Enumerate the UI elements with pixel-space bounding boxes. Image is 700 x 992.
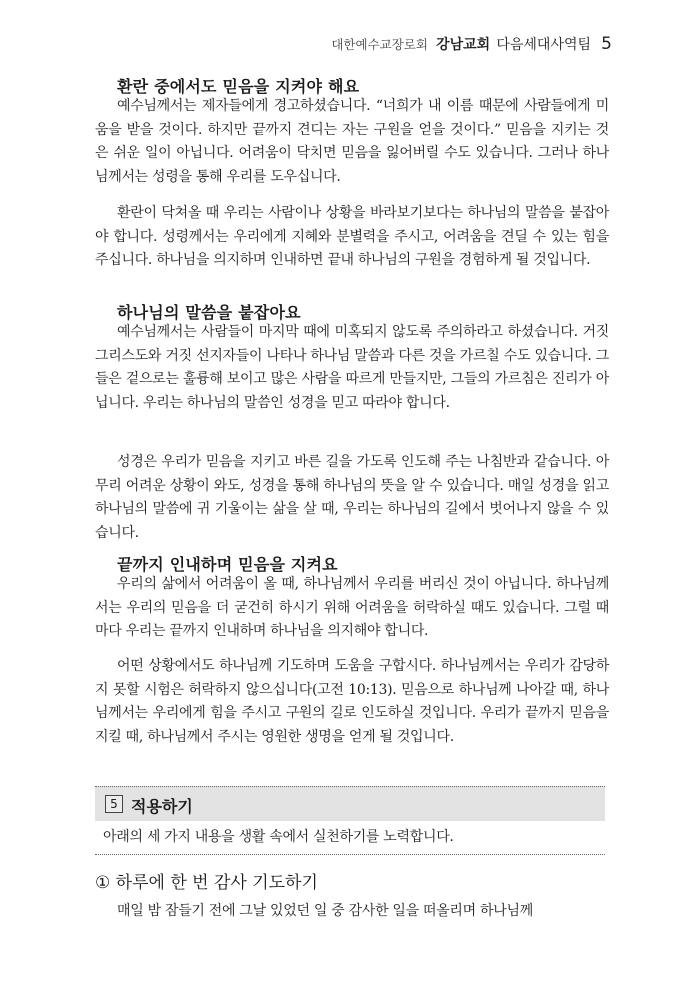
header-team: 다음세대사역팀 bbox=[496, 37, 592, 53]
page-number: 5 bbox=[601, 34, 612, 54]
apply-number-box: 5 bbox=[105, 795, 123, 813]
page-header bbox=[331, 34, 612, 54]
divider bbox=[95, 854, 605, 855]
header-org: 대한예수교장로회 bbox=[331, 37, 428, 52]
paragraph: 예수님께서는 사람들이 마지막 때에 미혹되지 않도록 주의하라고 하셨습니다. 거짓 그리스도와 거짓 선지자들이 나타나 하나님 말씀과 다른 것을 가르칠 수도 있습니다. 그들은 겉으로는 훌륭해 보이고 많은 사람을 따르게 만들지만, 그들의 가르침은 진리가 아닙니다. 우리는 하나님의 말씀인 성경을 믿고 따라야 합니다. bbox=[95, 324, 609, 411]
section-title-endure: 끝까지 인내하며 믿음을 지켜요 bbox=[117, 555, 338, 574]
paragraph: 우리의 삶에서 어려움이 올 때, 하나님께서 우리를 버리신 것이 아닙니다. 하나님께서는 우리의 믿음을 더 굳건히 하시기 위해 어려움을 허락하실 때도 있습니다. 그럴 때마다 우리는 끝까지 인내하며 하나님을 의지해야 합니다. bbox=[95, 576, 609, 639]
section-title-tribulation: 환란 중에서도 믿음을 지켜야 해요 bbox=[117, 77, 360, 96]
paragraph: 어떤 상황에서도 하나님께 기도하며 도움을 구합시다. 하나님께서는 우리가 감당하지 못할 시험은 허락하지 않으십니다(고전 10:13). 믿음으로 하나님께 나아갈 때, 하나님께서는 우리에게 힘을 주시고 구원의 길로 인도하실 것입니다. 우리가 끝까지 믿음을 지킬 때, 하나님께서 주시는 영원한 생명을 얻게 될 것입니다. bbox=[95, 658, 609, 745]
apply-description: 아래의 세 가지 내용을 생활 속에서 실천하기를 노력합니다. bbox=[103, 829, 454, 845]
practice-item-text: 매일 밤 잠들기 전에 그날 있었던 일 중 감사한 일을 떠올리며 하나님께 bbox=[117, 903, 533, 919]
paragraph: 예수님께서는 제자들에게 경고하셨습니다. “너희가 내 이름 때문에 사람들에게 미움을 받을 것이다. 하지만 끝까지 견디는 자는 구원을 얻을 것이다.” 믿음을 지키는 것은 쉬운 일이 아닙니다. 어려움이 닥치면 믿음을 잃어버릴 수도 있습니다. 그러나 하나님께서는 성령을 통해 우리를 도우십니다. bbox=[95, 98, 609, 185]
apply-section-bar bbox=[95, 786, 605, 821]
paragraph: 성경은 우리가 믿음을 지키고 바른 길을 가도록 인도해 주는 나침반과 같습니다. 아무리 어려운 상황이 와도, 성경을 통해 하나님의 뜻을 알 수 있습니다. 매일 성경을 읽고 하나님의 말씀에 귀 기울이는 삶을 살 때, 우리는 하나님의 길에서 벗어나지 않을 수 있습니다. bbox=[95, 454, 609, 541]
paragraph: 환란이 닥쳐올 때 우리는 사람이나 상황을 바라보기보다는 하나님의 말씀을 붙잡아야 합니다. 성령께서는 우리에게 지혜와 분별력을 주시고, 어려움을 견딜 수 있는 힘을 주십니다. 하나님을 의지하며 인내하면 끝내 하나님의 구원을 경험하게 될 것입니다. bbox=[95, 205, 609, 268]
header-church: 강남교회 bbox=[436, 37, 491, 53]
section-title-word: 하나님의 말씀을 붙잡아요 bbox=[117, 303, 301, 322]
apply-title: 적용하기 bbox=[131, 797, 193, 816]
practice-item-title: ① 하루에 한 번 감사 기도하기 bbox=[95, 873, 318, 893]
